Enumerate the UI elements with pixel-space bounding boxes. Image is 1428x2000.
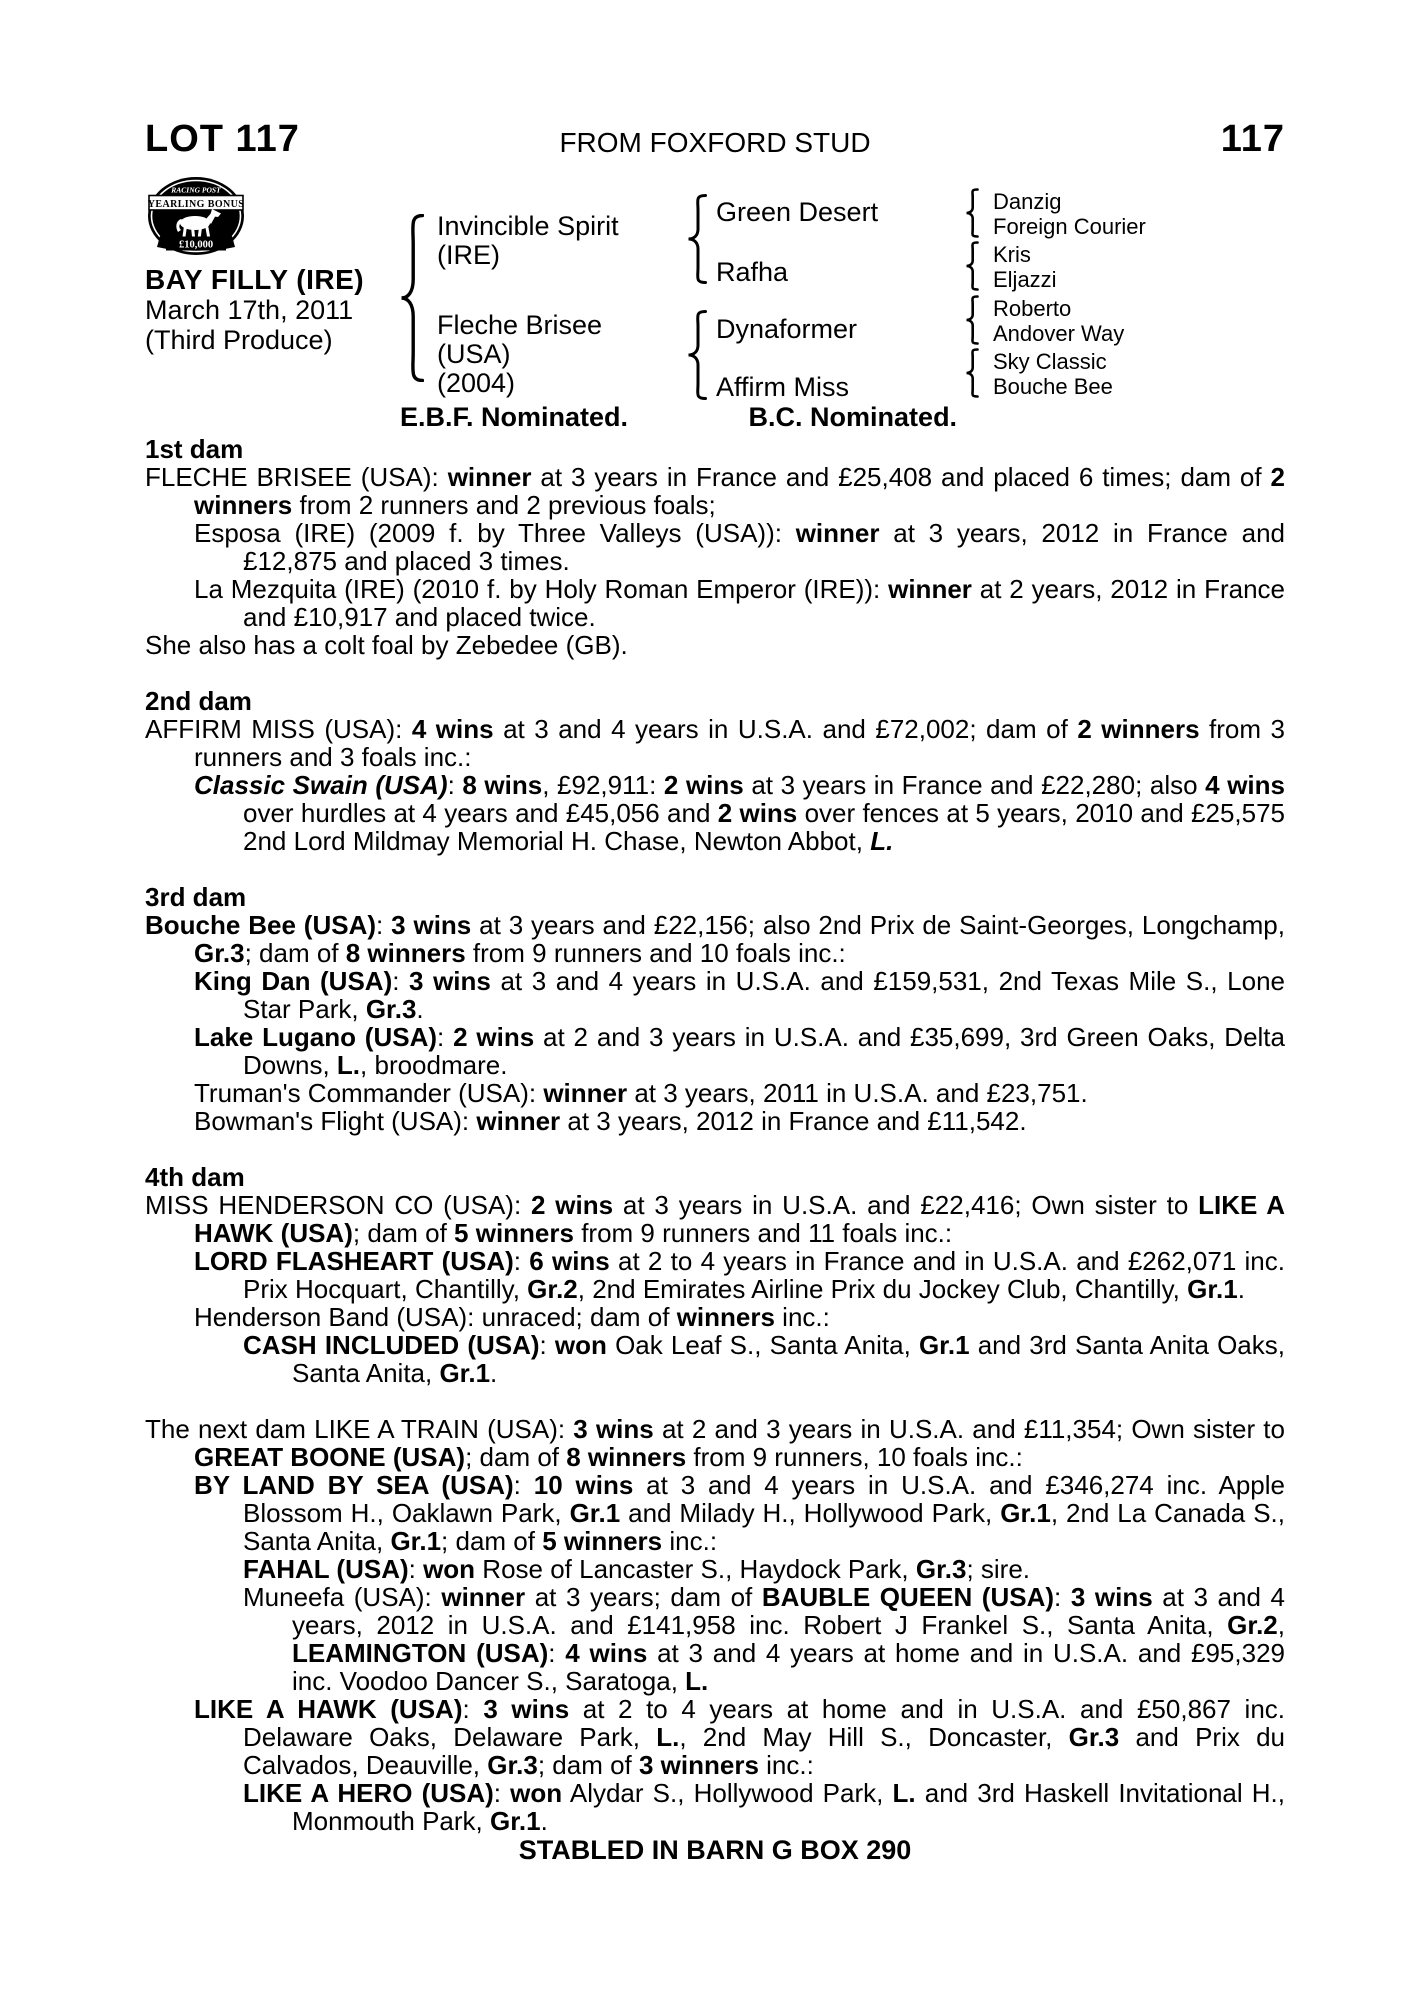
text-run: Truman's Commander (USA): [194,1078,544,1108]
pedigree-text-paragraph [145,1583,1285,1695]
text-run: Gr.1 [1000,1498,1051,1528]
text-run: won [554,1330,607,1360]
text-run: : [376,910,392,940]
text-run: Henderson Band (USA): unraced; dam of [194,1302,677,1332]
text-run: at 3 years in France and £22,280; also [743,770,1206,800]
pedigree-gen4-name: Andover Way [993,321,1125,346]
text-run: from 9 runners, 10 foals inc.: [686,1442,1023,1472]
text-run: King Dan (USA) [194,966,393,996]
pedigree-gen4-name: Eljazzi [993,267,1057,292]
subject-horse [145,264,430,355]
text-run: : [548,1638,566,1668]
page-header [145,118,1285,176]
text-run: 2 wins [531,1190,614,1220]
text-run: Gr.1 [439,1358,491,1388]
text-run: from 3 runners and 3 foals inc.: [194,714,1286,772]
text-run: at 3 and 4 years in U.S.A. and £159,531, 2nd Texas Mile S., Lone Star Park, [243,966,1285,1024]
text-run: at 3 and 4 years, 2012 in U.S.A. and £141,958 inc. Robert J Frankel S., Santa Anita, [292,1582,1285,1640]
pedigree-gen4-name: Foreign Courier [993,214,1146,239]
text-run: and 3rd Santa Anita Oaks, Santa Anita, [292,1330,1285,1388]
text-run: winner [441,1582,526,1612]
text-run: Bowman's Flight (USA): [194,1106,477,1136]
text-run: won [423,1554,476,1584]
horse-name: BAY FILLY (IRE) [145,264,365,295]
text-run: She also has a colt foal by Zebedee (GB). [145,630,628,660]
pedigree-brace-gen2 [400,214,424,387]
text-run: L. [685,1666,709,1696]
text-run: Gr.1 [569,1498,621,1528]
pedigree-text-paragraph [145,771,1285,855]
text-run: 3 wins [483,1694,570,1724]
text-run: MISS HENDERSON CO (USA): [145,1190,532,1220]
ebf-nominated-label: E.B.F. Nominated. [400,402,629,432]
text-run: L. [892,1778,916,1808]
pedigree-gen4-name: Danzig [993,189,1062,214]
text-run: at 3 and 4 years at home and in U.S.A. and £95,329 inc. Voodoo Dancer S., Saratoga, [292,1638,1285,1696]
text-run: L. [870,826,894,856]
text-run: Gr.2 [1227,1610,1278,1640]
text-run: : [408,1554,424,1584]
text-run: LORD FLASHEART (USA) [194,1246,514,1276]
text-run: 3 wins [409,966,491,996]
text-run: , 2nd La Canada S., Santa Anita, [243,1498,1285,1556]
text-run: L. [336,1050,361,1080]
text-run: LEAMINGTON (USA) [292,1638,549,1668]
pedigree-text-paragraph [145,911,1285,967]
horse-produce-note: (Third Produce) [145,325,333,355]
text-run: 2 wins [663,770,744,800]
text-run: winner [795,518,880,548]
text-run: Classic Swain (USA) [194,770,448,800]
pedigree-brace-gen4 [965,241,979,296]
text-run: 2 winners [194,462,1285,520]
text-run: . [540,1806,548,1836]
text-run: inc.: [662,1526,718,1556]
text-run: Gr.3 [365,994,417,1024]
text-run: ; sire. [966,1554,1031,1584]
text-run: 10 wins [533,1470,634,1500]
text-run: Alydar S., Hollywood Park, [562,1778,893,1808]
page-number: 117 [1220,118,1285,160]
text-run: Muneefa (USA): [243,1582,442,1612]
pedigree-text-paragraph [145,1191,1285,1247]
pedigree-gen4-name: Bouche Bee [993,374,1113,399]
text-run: winner [447,462,532,492]
text-run: at 3 years, 2012 in France and £12,875 and placed 3 times. [243,518,1285,576]
pedigree-gen3-name: Green Desert [716,197,879,227]
text-run: , 2nd Emirates Airline Prix du Jockey Club, Chantilly, [577,1274,1188,1304]
text-run: 8 winners [566,1442,687,1472]
text-run: at 3 and 4 years in U.S.A. and £346,274 inc. Apple Blossom H., Oaklawn Park, [243,1470,1286,1528]
consignor-title: FROM FOXFORD STUD [559,127,871,158]
pedigree-gen4-name: Roberto [993,296,1072,321]
text-run: at 2 to 4 years in France and in U.S.A. and £262,071 inc. Prix Hocquart, Chantilly, [243,1246,1285,1304]
pedigree-brace-gen4 [965,188,979,243]
text-run: 4 wins [1205,770,1285,800]
pedigree-gen3-name: Affirm Miss [716,372,849,402]
sire-name-line: (IRE) [437,240,500,270]
stabling-note: STABLED IN BARN G BOX 290 [518,1835,912,1865]
text-run: 3 wins [1070,1582,1153,1612]
text-run: 2 wins [453,1022,535,1052]
pedigree-text-paragraph [145,519,1285,575]
sire-name-line: Invincible Spirit [437,211,619,241]
pedigree-text-paragraph [145,1471,1285,1555]
dam-name-line: (2004) [437,368,516,398]
pedigree-dam [437,311,687,398]
pedigree-text-paragraph [145,1303,1285,1331]
text-run: : [462,1694,484,1724]
text-run: at 2 to 4 years at home and in U.S.A. and £50,867 inc. Delaware Oaks, Delaware Park, [243,1694,1285,1752]
text-run: at 3 years and £22,156; also 2nd Prix de Saint-Georges, Longchamp, [471,910,1285,940]
text-run: , £92,911: [542,770,664,800]
text-run: 3 wins [573,1414,654,1444]
text-run: LIKE A HAWK (USA) [194,1190,1285,1248]
pedigree-text-paragraph [145,1247,1285,1303]
text-run: . [416,994,424,1024]
text-run: from 2 runners and 2 previous foals; [292,490,716,520]
text-run: La Mezquita (IRE) (2010 f. by Holy Roman Emperor (IRE)): [194,574,889,604]
text-run: ; dam of [465,1442,567,1472]
pedigree-text-paragraph [145,631,1285,659]
text-run: at 3 years; dam of [525,1582,762,1612]
dam-section [145,687,1285,855]
text-run: Gr.3 [487,1750,538,1780]
text-run: CASH INCLUDED (USA) [243,1330,540,1360]
pedigree-text-paragraph [145,1079,1285,1107]
text-run: : [447,770,463,800]
pedigree-text-paragraph [145,1695,1285,1779]
text-run: at 3 years in France and £25,408 and placed 6 times; dam of [531,462,1271,492]
text-run: at 2 and 3 years in U.S.A. and £35,699, 3rd Green Oaks, Delta Downs, [243,1022,1285,1080]
text-run: Gr.1 [1187,1274,1238,1304]
text-run: won [510,1778,563,1808]
text-run: 5 winners [454,1218,574,1248]
text-run: AFFIRM MISS (USA): [145,714,412,744]
text-run: ; dam of [537,1750,639,1780]
text-run: The next dam LIKE A TRAIN (USA): [145,1414,574,1444]
text-run: winner [476,1106,561,1136]
text-run: GREAT BOONE (USA) [194,1442,466,1472]
pedigree-text-paragraph [145,1415,1285,1471]
text-run: inc.: [758,1750,814,1780]
section-title: 3rd dam [145,882,247,912]
dam-section [145,435,1285,659]
text-run: 2 wins [717,798,798,828]
text-run: at 3 years, 2011 in U.S.A. and £23,751. [627,1078,1088,1108]
text-run: winners [676,1302,775,1332]
section-title: 2nd dam [145,686,252,716]
text-run: LIKE A HAWK (USA) [194,1694,463,1724]
dam-name-line: Fleche Brisee [437,310,603,340]
text-run: . [1237,1274,1245,1304]
text-run: FAHAL (USA) [243,1554,409,1584]
nomination-line [145,403,1285,431]
text-run: Gr.1 [918,1330,970,1360]
text-run: Oak Leaf S., Santa Anita, [606,1330,919,1360]
text-run: and Milady H., Hollywood Park, [620,1498,1001,1528]
text-run: , 2nd May Hill S., Doncaster, [679,1722,1069,1752]
pedigree-chart [145,176,1285,400]
dam-section [145,1163,1285,1387]
catalogue-sections [145,435,1285,1835]
pedigree-gen3-name: Dynaformer [716,314,858,344]
pedigree-gen3-name: Rafha [716,257,789,287]
section-title: 4th dam [145,1162,245,1192]
text-run: Esposa (IRE) (2009 f. by Three Valleys (USA)): [194,518,796,548]
text-run: from 9 runners and 11 foals inc.: [573,1218,953,1248]
text-run: Gr.1 [489,1806,541,1836]
text-run: winner [888,574,972,604]
text-run: 3 winners [638,1750,759,1780]
pedigree-text-paragraph [145,1555,1285,1583]
text-run: Rose of Lancaster S., Haydock Park, [475,1554,916,1584]
text-run: ; dam of [244,938,346,968]
text-run: Gr.3 [915,1554,967,1584]
text-run: 4 wins [565,1638,648,1668]
text-run: , broodmare. [360,1050,508,1080]
text-run: 8 wins [462,770,543,800]
bc-nominated-label: B.C. Nominated. [748,402,958,432]
dam-section [145,883,1285,1135]
logo-yearling-bonus-text: YEARLING BONUS [147,199,245,210]
text-run: at 3 and 4 years in U.S.A. and £72,002; dam of [493,714,1078,744]
pedigree-brace-gen4 [965,348,979,403]
text-run: BAUBLE QUEEN (USA) [761,1582,1055,1612]
pedigree-text-paragraph [145,1023,1285,1079]
text-run: Gr.3 [194,938,245,968]
dam-name-line: (USA) [437,339,511,369]
text-run: and 3rd Haskell Invitational H., Monmouth Park, [292,1778,1285,1836]
text-run: : [493,1778,511,1808]
text-run: 6 wins [529,1246,610,1276]
text-run: : [1054,1582,1071,1612]
text-run: : [513,1470,534,1500]
text-run: : [513,1246,530,1276]
text-run: Gr.3 [1068,1722,1120,1752]
pedigree-sire [437,212,687,270]
text-run: Lake Lugano (USA) [194,1022,438,1052]
text-run: : [437,1022,454,1052]
text-run: Bouche Bee (USA) [145,910,377,940]
pedigree-text-paragraph [145,1331,1285,1387]
pedigree-text-paragraph [145,575,1285,631]
text-run: Gr.2 [527,1274,578,1304]
logo-amount-text: £10,000 [178,239,214,251]
pedigree-brace-gen3 [687,194,707,289]
dam-section [145,1415,1285,1835]
horse-foaling-date: March 17th, 2011 [145,295,354,325]
text-run: winner [543,1078,628,1108]
text-run: 8 winners [345,938,466,968]
text-run: ; dam of [352,1218,455,1248]
text-run: : [392,966,410,996]
text-run: and Prix du Calvados, Deauville, [243,1722,1286,1780]
text-run: over fences at 5 years, 2010 and £25,575 2nd Lord Mildmay Memorial H. Chase, Newton Abbot, [243,798,1286,856]
pedigree-text-paragraph [145,463,1285,519]
text-run: at 3 years, 2012 in France and £11,542. [560,1106,1027,1136]
text-run: 4 wins [411,714,494,744]
text-run: 5 winners [542,1526,663,1556]
text-run: BY LAND BY SEA (USA) [194,1470,514,1500]
text-run: over hurdles at 4 years and £45,056 and [243,798,718,828]
text-run: inc.: [774,1302,830,1332]
text-run: at 3 years in U.S.A. and £22,416; Own sister to [613,1190,1199,1220]
text-run: : [539,1330,555,1360]
lot-number: LOT 117 [145,118,300,160]
text-run: FLECHE BRISEE (USA): [145,462,448,492]
racing-post-yearling-bonus-logo [147,176,245,256]
text-run: Gr.1 [390,1526,442,1556]
text-run: at 2 and 3 years in U.S.A. and £11,354; Own sister to [653,1414,1285,1444]
text-run: 2 winners [1077,714,1200,744]
text-run: L. [656,1722,680,1752]
pedigree-gen4-name: Kris [993,242,1031,267]
pedigree-brace-gen3 [687,310,707,405]
pedigree-text-paragraph [145,1779,1285,1835]
section-title: 1st dam [145,434,244,464]
pedigree-brace-gen4 [965,295,979,350]
pedigree-gen4-name: Sky Classic [993,349,1107,374]
pedigree-text-paragraph [145,715,1285,771]
text-run: ; dam of [441,1526,543,1556]
text-run: . [490,1358,498,1388]
logo-racing-post-text: RACING POST [171,185,221,195]
text-run: from 9 runners and 10 foals inc.: [465,938,846,968]
pedigree-text-paragraph [145,1107,1285,1135]
text-run: , [1277,1610,1285,1640]
page-content [145,0,1285,1865]
text-run: 3 wins [391,910,472,940]
pedigree-text-paragraph [145,967,1285,1023]
text-run: LIKE A HERO (USA) [243,1778,494,1808]
text-run: at 2 years, 2012 in France and £10,917 and placed twice. [243,574,1285,632]
